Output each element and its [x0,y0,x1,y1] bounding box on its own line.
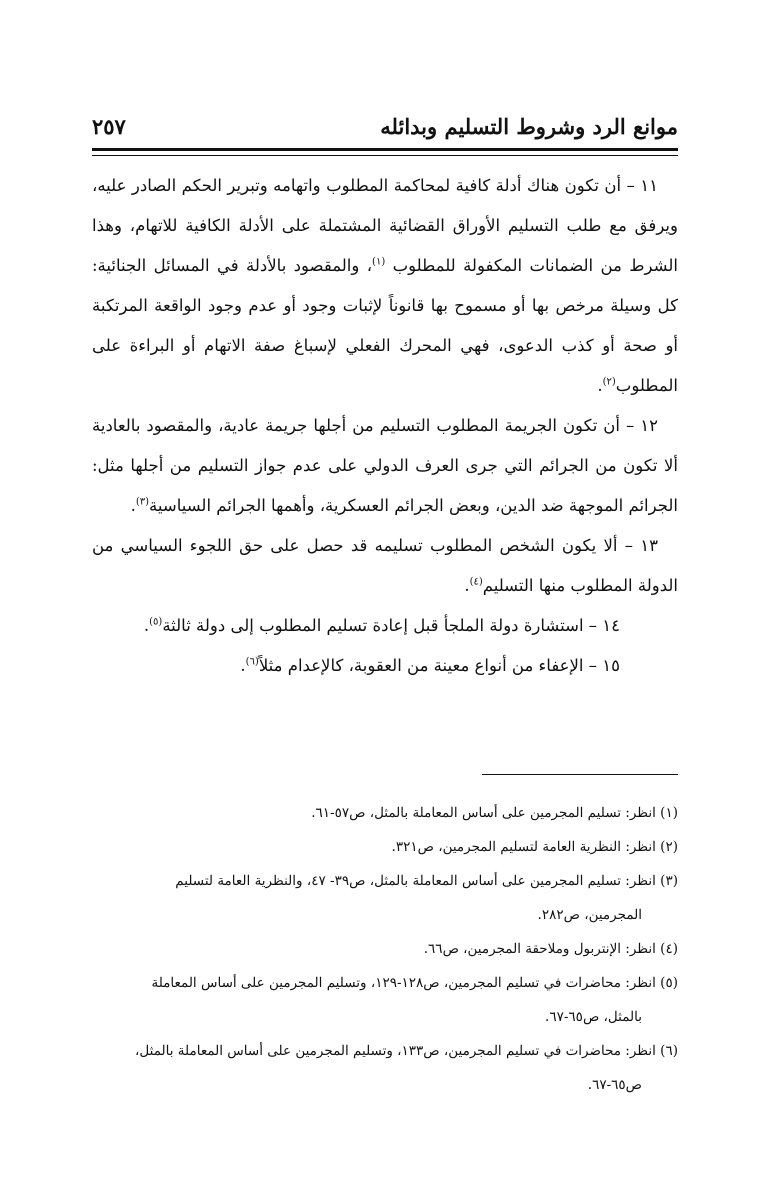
footnote-ref: (٥) [149,616,163,628]
footnote-5: (٥) انظر: محاضرات في تسليم المجرمين، ص١٢٨-١٢٩، وتسليم المجرمين على أساس المعاملة [151,975,678,991]
paragraph-end: . [130,496,136,515]
footnote-ref: (٤) [469,576,483,588]
paragraph-text: ١٣ – ألا يكون الشخص المطلوب تسليمه قد حصل على حق اللجوء السياسي من الدولة المطلوب منها التسليم [92,536,678,595]
page-number: ٢٥٧ [92,114,126,139]
running-title: موانع الرد وشروط التسليم وبدائله [380,114,678,139]
header-rule-thick [92,148,678,151]
paragraph-item-15 [92,646,678,686]
header-rule-thin [92,155,678,156]
paragraph-text: ١٥ – الإعفاء من أنواع معينة من العقوبة، كالإعدام مثلاً [258,656,620,675]
footnote-1: (١) انظر: تسليم المجرمين على أساس المعاملة بالمثل، ص٥٧-٦١. [311,805,678,821]
footnote-3-continued: المجرمين، ص٢٨٢. [537,907,642,923]
paragraph-end: . [143,616,150,635]
paragraph-item-12 [92,406,678,526]
footnote-ref: (٢) [602,376,616,388]
footnote-5-continued: بالمثل، ص٦٥-٦٧. [545,1009,642,1025]
footnote-ref: (٦) [245,656,259,668]
footnote-6-continued: ص٦٥-٦٧. [587,1077,642,1093]
footnote-ref: (٣) [135,496,150,508]
footnote-ref: (١) [372,256,386,268]
paragraph-end: . [597,376,603,395]
paragraph-item-14 [92,606,678,646]
footnote-6: (٦) انظر: محاضرات في تسليم المجرمين، ص١٣٣، وتسليم المجرمين على أساس المعاملة بالمثل، [135,1043,678,1059]
paragraph-text: ١١ – أن تكون هناك أدلة كافية لمحاكمة المطلوب واتهامه وتبرير الحكم الصادر عليه، ويرفق مع طلب التسليم الأوراق القضائية المشتملة على الأدلة الكافية للاتهام، وهذا الشرط من الضمانات المكفولة للمطلوب [92,176,678,275]
paragraph-text: ١٢ – أن تكون الجريمة المطلوب التسليم من أجلها جريمة عادية، والمقصود بالعادية ألا تكون من الجرائم التي جرى العرف الدولي على عدم جواز التسليم من أجلها مثل: الجرائم الموجهة ضد الدين، وبعض الجرائم العسكرية، وأهمها الجرائم السياسية [92,416,678,515]
page-header [92,112,678,152]
paragraph-item-13 [92,526,678,606]
paragraph-text: ١٤ – استشارة دولة الملجأ قبل إعادة تسليم المطلوب إلى دولة ثالثة [162,616,620,635]
paragraph-text: ، والمقصود بالأدلة في المسائل الجنائية: كل وسيلة مرخص بها أو مسموح بها قانوناً لإثبات وجود أو عدم وجود الواقعة المرتكبة أو صحة أو كذب الدعوى، فهي المحرك الفعلي لإسباغ صفة الاتهام أو البراءة على المطلوب [92,256,678,395]
footnote-4: (٤) انظر: الإنتربول وملاحقة المجرمين، ص٦٦. [423,941,678,957]
paragraph-end: . [464,576,470,595]
footnotes [92,796,678,1102]
main-text [92,166,678,686]
footnote-3: (٣) انظر: تسليم المجرمين على أساس المعاملة بالمثل، ص٣٩- ٤٧، والنظرية العامة لتسليم [175,873,678,889]
paragraph-item-11 [92,166,678,406]
footnote-2: (٢) انظر: النظرية العامة لتسليم المجرمين، ص٣٢١. [391,839,678,855]
footnote-separator [482,774,678,775]
paragraph-end: . [240,656,246,675]
